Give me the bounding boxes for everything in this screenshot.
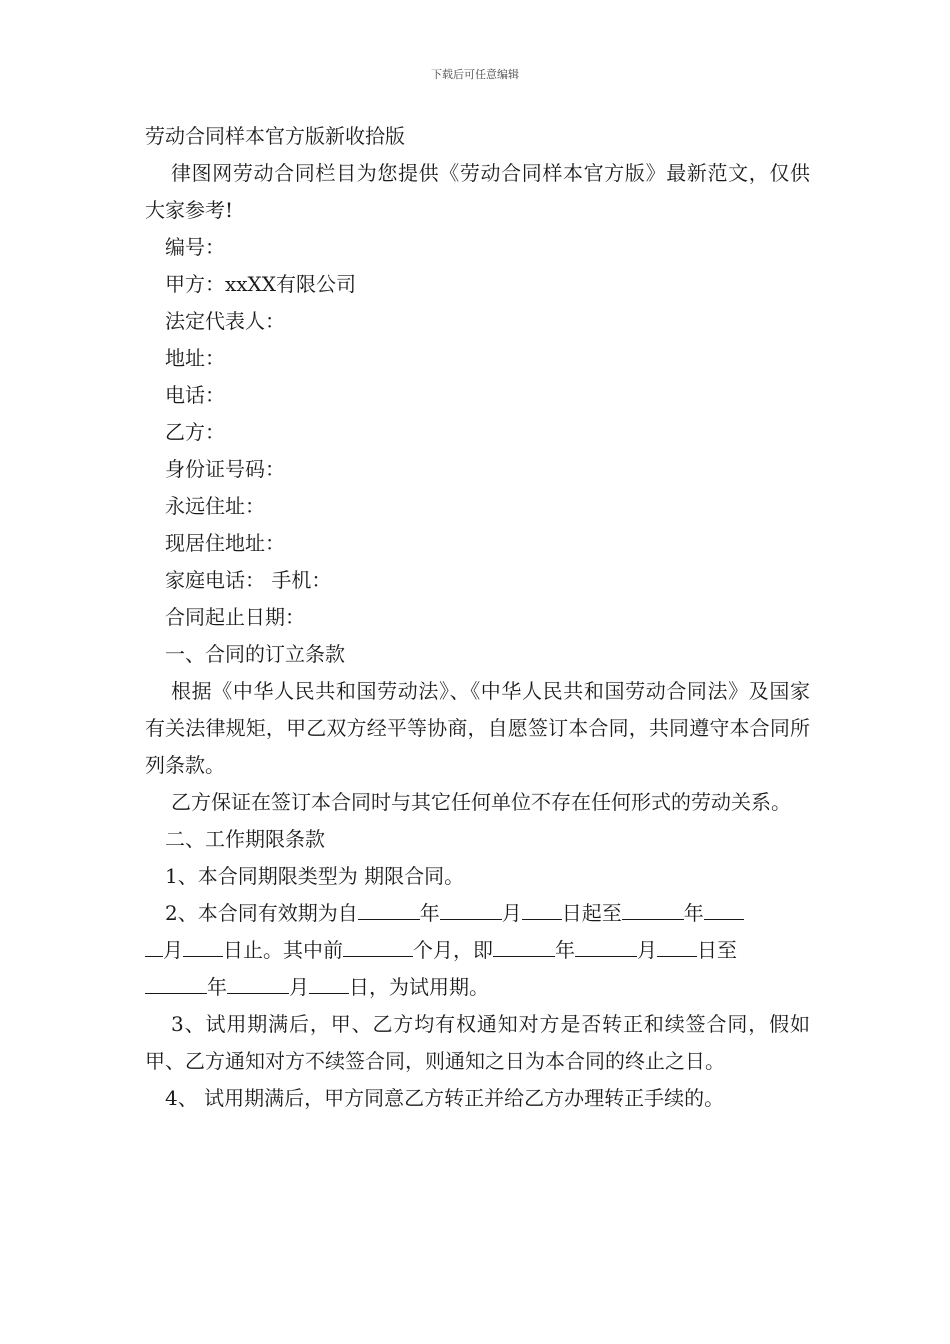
blank-line	[145, 938, 163, 957]
field-id-number: 身份证号码：	[165, 457, 285, 481]
blank-line	[575, 938, 637, 957]
section2-item-2	[145, 895, 810, 1006]
blank-line	[358, 901, 420, 920]
item2-to: 日至	[697, 938, 737, 962]
field-party-b: 乙方：	[165, 420, 225, 444]
item2-day-end: 日止。其中前	[223, 938, 343, 962]
field-party-a: 甲方：xxXX有限公司	[165, 272, 357, 296]
section1-heading: 一、合同的订立条款	[165, 642, 345, 666]
item2-line-2	[145, 932, 810, 969]
field-phone: 电话：	[165, 383, 225, 407]
section2-item-1: 1、本合同期限类型为 期限合同。	[165, 864, 465, 888]
blank-line	[493, 938, 555, 957]
blank-line	[622, 901, 684, 920]
section2-item-4: 4、 试用期满后，甲方同意乙方转正并给乙方办理转正手续的。	[165, 1086, 725, 1110]
field-number: 编号：	[165, 235, 225, 259]
blank-line	[522, 901, 562, 920]
item2-end: 日，为试用期。	[349, 975, 489, 999]
blank-line	[309, 975, 349, 994]
item2-line-1	[145, 895, 810, 932]
blank-line	[145, 975, 207, 994]
item2-day-from: 日起至	[561, 901, 622, 925]
blank-line	[704, 901, 744, 920]
item2-year: 年	[419, 901, 440, 925]
item2-month: 月	[289, 975, 309, 999]
section2-item-3: 3、试用期满后，甲、乙方均有权通知对方是否转正和续签合同，假如甲、乙方通知对方不续签合同，则通知之日为本合同的终止之日。	[145, 1012, 810, 1073]
field-permanent-address: 永远住址：	[165, 494, 265, 518]
field-current-address: 现居住地址：	[165, 531, 285, 555]
item2-month: 月	[501, 901, 522, 925]
intro-paragraph: 律图网劳动合同栏目为您提供《劳动合同样本官方版》最新范文，仅供大家参考!	[145, 161, 810, 222]
field-address: 地址：	[165, 346, 225, 370]
section1-paragraph-2: 乙方保证在签订本合同时与其它任何单位不存在任何形式的劳动关系。	[171, 790, 791, 814]
item2-month: 月	[637, 938, 657, 962]
document-title: 劳动合同样本官方版新收拾版	[145, 124, 405, 148]
field-home-phone: 家庭电话： 手机：	[165, 568, 332, 592]
blank-line	[440, 901, 502, 920]
blank-line	[227, 975, 289, 994]
header-note: 下载后可任意编辑	[431, 68, 519, 81]
section2-heading: 二、工作期限条款	[165, 827, 325, 851]
field-legal-rep: 法定代表人：	[165, 309, 285, 333]
item2-months: 个月，即	[413, 938, 493, 962]
item2-prefix: 2、本合同有效期为自	[165, 901, 358, 925]
item2-year: 年	[683, 901, 704, 925]
blank-line	[183, 938, 223, 957]
item2-line-3	[145, 969, 810, 1006]
document-body	[145, 118, 810, 1117]
field-contract-dates: 合同起止日期：	[165, 605, 305, 629]
blank-line	[343, 938, 413, 957]
blank-line	[657, 938, 697, 957]
section1-paragraph-1: 根据《中华人民共和国劳动法》、《中华人民共和国劳动合同法》及国家有关法律规矩，甲乙双方经平等协商，自愿签订本合同，共同遵守本合同所列条款。	[145, 679, 810, 777]
item2-year: 年	[555, 938, 575, 962]
item2-year: 年	[207, 975, 227, 999]
item2-month: 月	[163, 938, 183, 962]
